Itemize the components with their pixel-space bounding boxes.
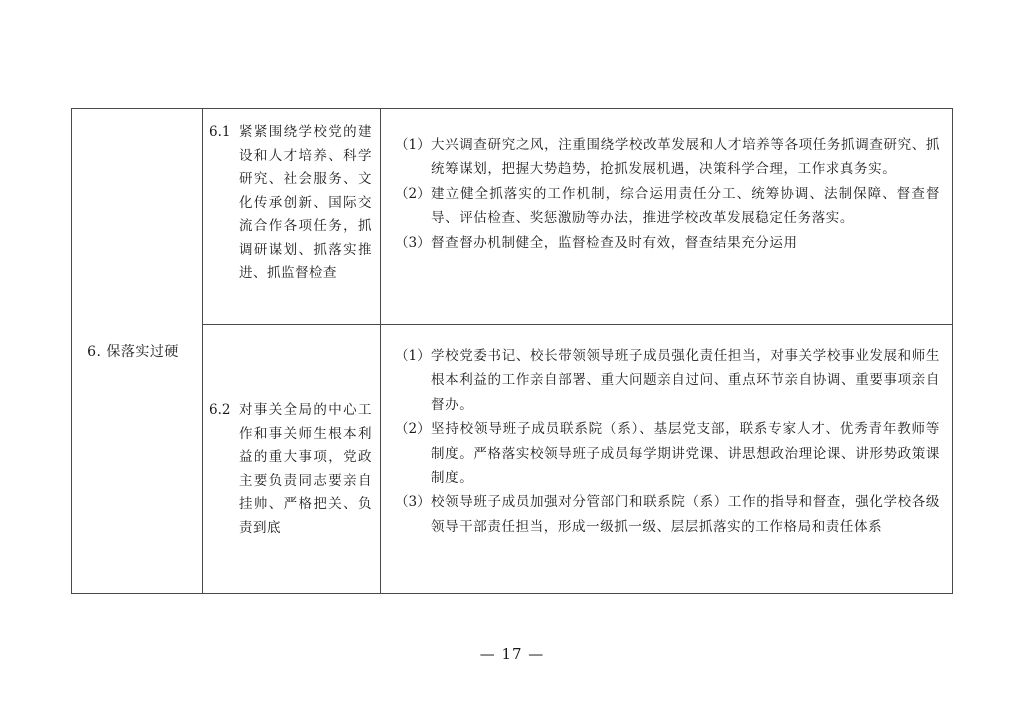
list-item bbox=[395, 417, 940, 490]
requirements-list bbox=[395, 344, 940, 539]
requirement-number: （3） bbox=[395, 234, 431, 251]
category-label: 6. 保落实过硬 bbox=[87, 344, 179, 360]
subitem-title: 对事关全局的中心工作和事关师生根本利益的重大事项，党政主要负责同志要亲自挂帅、严格把关、负责到底 bbox=[239, 402, 372, 536]
subitem-block bbox=[209, 121, 372, 286]
subitem-number: 6.1 bbox=[209, 124, 231, 140]
subitem-block bbox=[209, 399, 372, 540]
list-item bbox=[395, 490, 940, 539]
requirement-text: 建立健全抓落实的工作机制，综合运用责任分工、统筹协调、法制保障、督查督导、评估检查、奖惩激励等办法，推进学校改革发展稳定任务落实。 bbox=[431, 185, 940, 227]
requirement-number: （1） bbox=[395, 348, 431, 364]
list-item bbox=[395, 344, 940, 417]
category-cell bbox=[72, 109, 203, 594]
requirements-list bbox=[395, 133, 940, 255]
subitem-number: 6.2 bbox=[209, 402, 231, 418]
requirements-cell bbox=[381, 325, 953, 594]
requirement-number: （2） bbox=[395, 421, 431, 438]
requirement-text: 大兴调查研究之风，注重围绕学校改革发展和人才培养等各项任务抓调查研究、抓统筹谋划，把握大势趋势，抢抓发展机遇，决策科学合理，工作求真务实。 bbox=[431, 137, 940, 178]
requirement-text: 学校党委书记、校长带领领导班子成员强化责任担当，对事关学校事业发展和师生根本利益的工作亲自部署、重大问题亲自过问、重点环节亲自协调、重要事项亲自督办。 bbox=[431, 348, 940, 413]
subitem-title: 紧紧围绕学校党的建设和人才培养、科学研究、社会服务、文化传承创新、国际交流合作各项任务，抓调研谋划、抓落实推进、抓监督检查 bbox=[239, 124, 372, 281]
subitem-cell bbox=[203, 109, 381, 325]
requirement-text: 督查督办机制健全，监督检查及时有效，督查结果充分运用 bbox=[431, 234, 798, 251]
table-row bbox=[72, 325, 953, 594]
list-item bbox=[395, 182, 940, 231]
requirement-text: 校领导班子成员加强对分管部门和联系院（系）工作的指导和督查，强化学校各级领导干部责任担当，形成一级抓一级、层层抓落实的工作格局和责任体系 bbox=[431, 494, 940, 535]
page-number: — 17 — bbox=[479, 645, 545, 663]
requirement-number: （1） bbox=[395, 137, 431, 153]
requirement-text: 坚持校领导班子成员联系院（系）、基层党支部，联系专家人才、优秀青年教师等制度。严格落实校领导班子成员每学期讲党课、讲思想政治理论课、讲形势政策课制度。 bbox=[431, 421, 940, 487]
requirement-number: （2） bbox=[395, 185, 431, 202]
requirements-cell bbox=[381, 109, 953, 325]
evaluation-table bbox=[71, 108, 953, 594]
subitem-cell bbox=[203, 325, 381, 594]
table-row bbox=[72, 109, 953, 325]
list-item bbox=[395, 231, 940, 255]
requirement-number: （3） bbox=[395, 494, 431, 511]
list-item bbox=[395, 133, 940, 182]
